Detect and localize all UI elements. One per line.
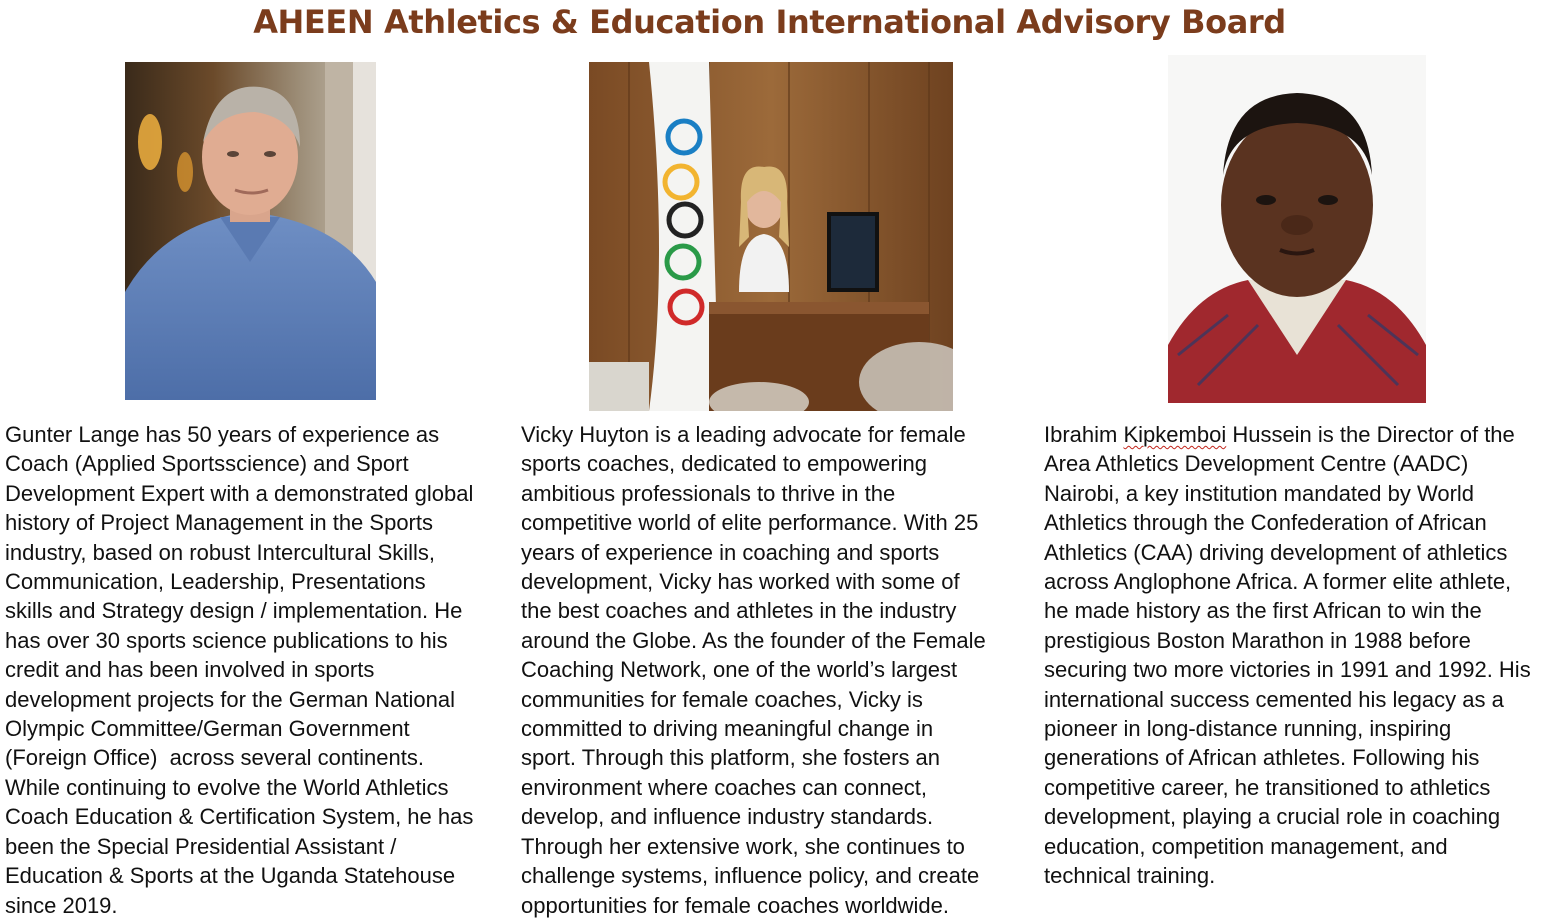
bio-line: prestigious Boston Marathon in 1988 before (1044, 627, 1471, 653)
bio-line: Development Expert with a demonstrated global (5, 480, 474, 506)
bio-line: develop, and influence industry standards. (521, 804, 934, 830)
bio-line: international success cemented his legacy as a (1044, 686, 1504, 712)
bio-line: competitive world of elite performance. With 25 (521, 510, 979, 536)
bio-line: communities for female coaches, Vicky is (521, 686, 923, 712)
bio-line: (Foreign Office) across several continents. (5, 745, 424, 771)
bio-line: Athletics (CAA) driving development of athletics (1044, 539, 1508, 565)
bio-line: Olympic Committee/German Government (5, 716, 410, 742)
bio-line: Athletics through the Confederation of African (1044, 510, 1487, 536)
bio-line: been the Special Presidential Assistant / (5, 833, 397, 859)
page-title: AHEEN Athletics & Education International Advisory Board (253, 3, 1286, 41)
board-member-photo-3 (1168, 55, 1426, 403)
bio-gunter-lange (5, 420, 510, 920)
bio-ibrahim-hussein (1044, 420, 1554, 891)
bio-line: Gunter Lange has 50 years of experience as (5, 422, 440, 447)
bio-line: has over 30 sports science publications to his (5, 627, 448, 653)
bio-line: competitive career, he transitioned to athletics (1044, 774, 1491, 800)
bio-line: history of Project Management in the Sports (5, 510, 433, 536)
bio-text: Ibrahim (1044, 422, 1124, 447)
bio-line: development, Vicky has worked with some of (521, 569, 960, 595)
bio-line: environment where coaches can connect, (521, 774, 928, 800)
bio-line: credit and has been involved in sports (5, 657, 375, 683)
bio-line: since 2019. (5, 892, 118, 918)
portrait-illustration (125, 62, 376, 400)
bio-line: Vicky Huyton is a leading advocate for female (521, 422, 966, 447)
board-member-photo-2 (589, 62, 953, 411)
bio-line: across Anglophone Africa. A former elite athlete, (1044, 569, 1512, 595)
bio-line: pioneer in long-distance running, inspiring (1044, 716, 1452, 742)
bio-line: committed to driving meaningful change in (521, 716, 934, 742)
bio-line: around the Globe. As the founder of the Female (521, 627, 986, 653)
speaker-illustration (589, 62, 953, 411)
bio-line: generations of African athletes. Following his (1044, 745, 1480, 771)
bio-line: securing two more victories in 1991 and 1992. His (1044, 657, 1531, 683)
bio-line: sports coaches, dedicated to empowering (521, 451, 928, 477)
bio-line: industry, based on robust Intercultural Skills, (5, 539, 436, 565)
spellcheck-flagged-word: Kipkemboi (1123, 422, 1227, 447)
bio-line: Area Athletics Development Centre (AADC) (1044, 451, 1469, 477)
portrait-illustration (1168, 55, 1426, 403)
bio-line: he made history as the first African to win the (1044, 598, 1482, 624)
bio-line: Coach Education & Certification System, he has (5, 804, 474, 830)
board-member-photo-1 (125, 62, 376, 400)
bio-line: Through her extensive work, she continues to (521, 833, 965, 859)
bio-line: Nairobi, a key institution mandated by World (1044, 480, 1475, 506)
bio-text: Hussein is the Director of the (1226, 422, 1515, 447)
bio-line: Communication, Leadership, Presentations (5, 569, 426, 595)
bio-line (1044, 420, 1554, 449)
bio-line: opportunities for female coaches worldwide. (521, 892, 950, 918)
bio-line: sport. Through this platform, she fosters an (521, 745, 941, 771)
bio-line: development projects for the German National (5, 686, 456, 712)
bio-line: Education & Sports at the Uganda Statehouse (5, 863, 456, 889)
bio-line: skills and Strategy design / implementation. He (5, 598, 463, 624)
bio-vicky-huyton (521, 420, 1026, 920)
bio-line: years of experience in coaching and sports (521, 539, 940, 565)
bio-line: development, playing a crucial role in coaching (1044, 804, 1501, 830)
bio-line: ambitious professionals to thrive in the (521, 480, 896, 506)
bio-line: education, competition management, and (1044, 833, 1448, 859)
bio-line: Coaching Network, one of the world’s largest (521, 657, 958, 683)
bio-line: technical training. (1044, 863, 1216, 889)
bio-line: the best coaches and athletes in the industry (521, 598, 957, 624)
bio-line: challenge systems, influence policy, and create (521, 863, 980, 889)
bio-line: While continuing to evolve the World Athletics (5, 774, 449, 800)
bio-line: Coach (Applied Sportsscience) and Sport (5, 451, 409, 477)
